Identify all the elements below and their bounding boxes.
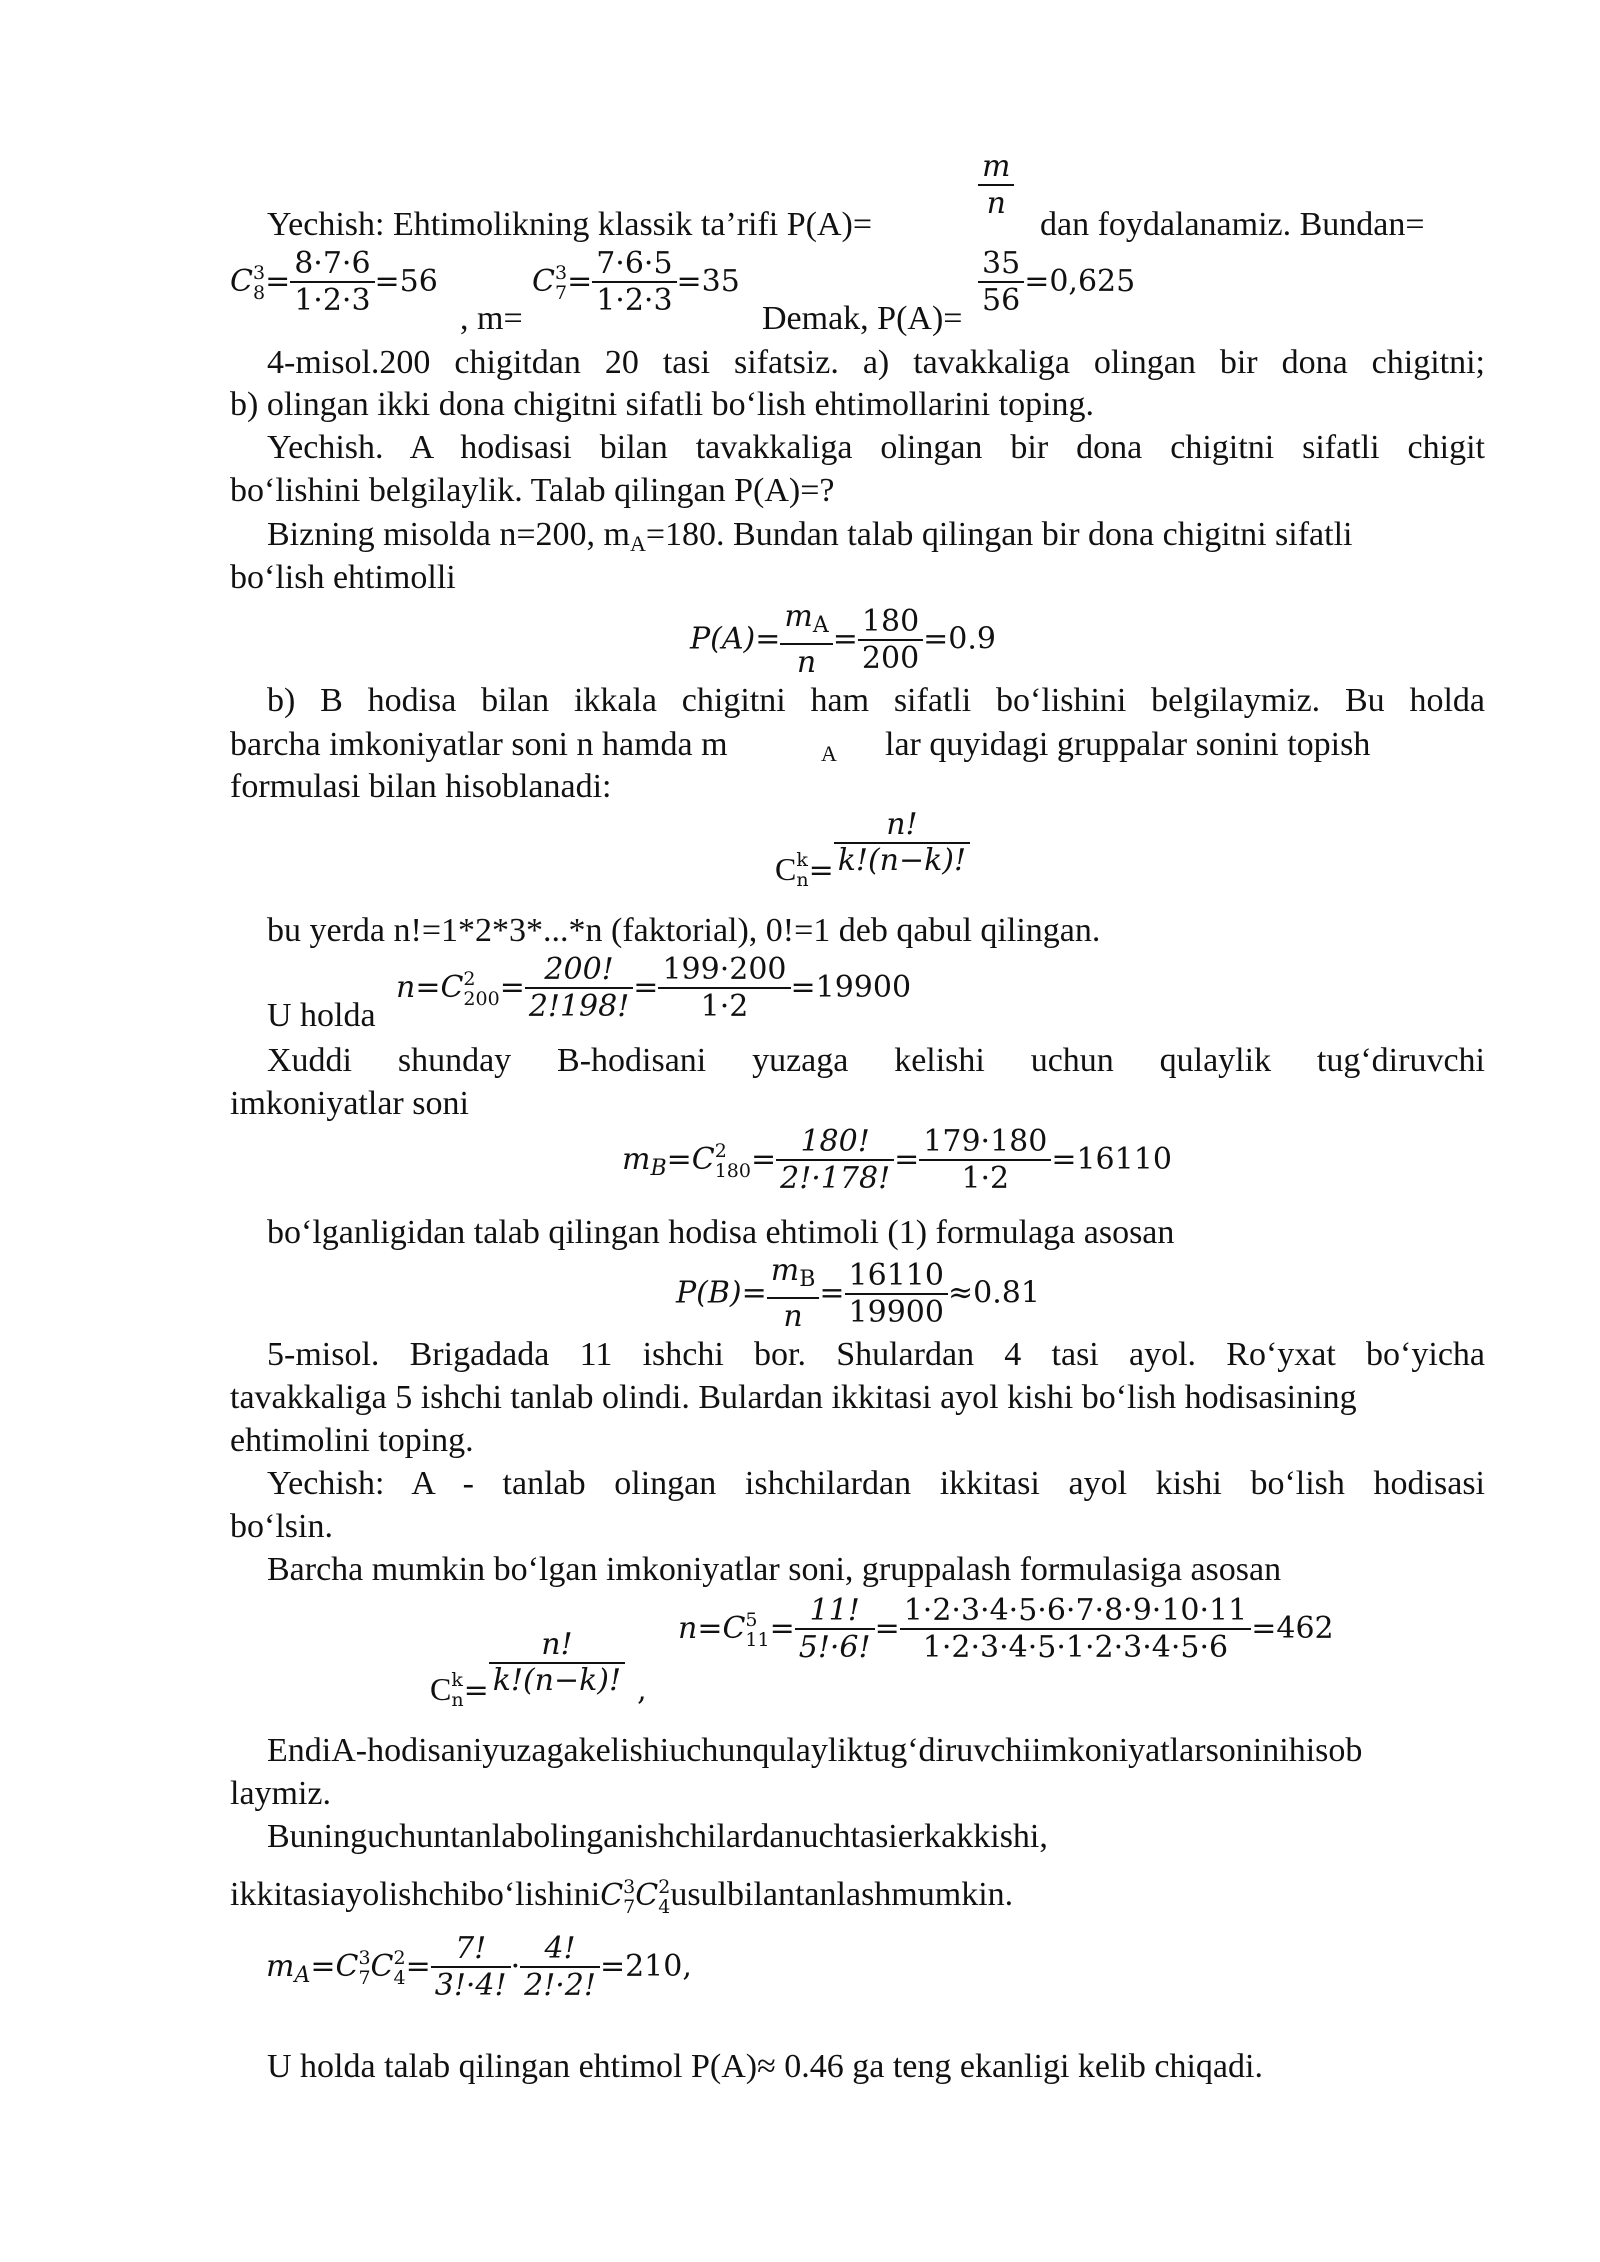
ex5-line7: EndiA-hodisaniyuzagakelishiuchunqulayliktug‘diruvchiimkoniyatlarsoninihisob (267, 1732, 1363, 1769)
ex4-line9: formulasi bilan hisoblanadi: (230, 768, 612, 805)
p-fraction: $\frac{35}{56}$ =0,625 (978, 247, 1135, 319)
sub: n (796, 869, 809, 891)
sup: 3 (358, 1947, 371, 1969)
ex4-line6: bo‘lish ehtimolli (230, 559, 456, 596)
ex4-line5: Bizning misolda n=200, mA=180. Bundan talab qilingan bir dona chigitni sifatli (267, 516, 1353, 556)
sup: 2 (714, 1140, 727, 1162)
ex5-line4: Yechish: A - tanlab olingan ishchilardan ikkitasi ayol kishi bo‘lish hodisasi (267, 1465, 1485, 1502)
sup: k (796, 849, 808, 871)
mn-fraction (978, 150, 1014, 222)
ex5-line9: Buninguchuntanlabolinganishchilardanuchtasierkakkishi, (267, 1818, 1048, 1855)
c73-formula: C 3 7 = $\frac{7\cdot 6\cdot 5}{1\cdot 2\cdot 3}$ =35 (532, 246, 740, 318)
sup: 3 (623, 1876, 636, 1898)
ex4-line11: Xuddi shunday B-hodisani yuzaga kelishi uchun qulaylik tug‘diruvchi (267, 1042, 1485, 1079)
sub: 7 (358, 1967, 371, 1989)
ex5-line8: laymiz. (230, 1775, 332, 1812)
frac-den: 200 (858, 639, 923, 677)
frac-num: 179·180 (923, 1124, 1048, 1159)
ex5-line2: tavakkaliga 5 ishchi tanlab olindi. Bulardan ikkitasi ayol kishi bo‘lish hodisasining (230, 1379, 1357, 1416)
sup: 3 (252, 262, 266, 284)
frac-num: 11! (809, 1593, 860, 1628)
frac-den: 1·2 (919, 1159, 1051, 1197)
mb-formula: $m_B=C$ 2 180 = $\frac{180!}{2!\cdot 178!}$ = $\frac{179\cdot 180}{1\cdot 2}$ =16110 (622, 1124, 1172, 1196)
frac-num: 180 (861, 603, 920, 639)
frac-den: 1·2·3 (592, 281, 676, 319)
ex4-line13: bo‘lganligidan talab qilingan hodisa ehtimoli (1) formulaga asosan (267, 1214, 1175, 1251)
sub: 180 (714, 1160, 751, 1182)
sub: 200 (463, 988, 500, 1010)
sup: 2 (658, 1876, 671, 1898)
sup: 3 (554, 262, 568, 284)
ex4-line1: 4-misol.200 chigitdan 20 tasi sifatsiz. a) tavakkaliga olingan bir dona chigitni; (267, 344, 1485, 381)
pa-formula: P(A)= $\frac{m_A}{n}$ = $\frac{180}{200}$ =0.9 (690, 599, 997, 680)
ex5-line6: Barcha mumkin bo‘lgan imkoniyatlar soni, gruppalash formulasiga asosan (267, 1551, 1282, 1588)
frac-den: 2!·2! (520, 1966, 600, 2004)
frac-den: n (978, 184, 1014, 222)
frac-num: 200! (544, 952, 614, 987)
sub: 7 (623, 1896, 636, 1918)
frac-den: 2!198! (525, 987, 633, 1025)
n-formula-1: n=C 2 200 = $\frac{200!}{2!198!}$ = $\frac{199\cdot 200}{1\cdot 2}$ =19900 (396, 952, 912, 1024)
frac-num: m (982, 149, 1011, 184)
frac-num: 7·6·5 (596, 246, 673, 281)
frac-den: k!(n−k)! (492, 1663, 622, 1698)
frac-den: k!(n−k)! (837, 843, 967, 878)
pb-formula: P(B)= $\frac{m_B}{n}$ = $\frac{16110}{19900}$ ≈0.81 (676, 1253, 1040, 1334)
frac-den: 56 (978, 281, 1024, 319)
sub: 4 (658, 1896, 671, 1918)
ckn-formula-2: C k n = $\frac{n!}{k!(n-k)!}$ , (430, 1627, 647, 1711)
frac-num: 7! (455, 1931, 487, 1966)
c83-formula: C 3 8 = $\frac{8\cdot 7\cdot 6}{1\cdot 2\cdot 3}$ =56 (230, 246, 438, 318)
line8b: lar quyidagi gruppalar sonini topish (885, 726, 1371, 763)
frac-num: 199·200 (662, 952, 787, 987)
frac-den: 1·2·3 (290, 281, 374, 319)
sub: n (451, 1689, 464, 1711)
frac-num: 16110 (848, 1257, 944, 1293)
frac-num: 8·7·6 (294, 246, 371, 281)
yechish-line-start: Yechish: Ehtimolikning klassik ta’rifi P(A)= (267, 206, 873, 243)
frac-den: 2!·178! (776, 1159, 894, 1197)
n-formula-2: n=C 5 11 = $\frac{11!}{5!\cdot 6!}$ = $\frac{1\cdot 2\cdot 3\cdot 4\cdot 5\cdot 6\cdot 7\cdot 8\cdot 9\cdot 10\cdot 11}{1\cdot 2\cdot 3\cdot 4\cdot 5\cdot 1\cdot 2\cdot 3\cdot 4\cdot 5\cdot 6}$ =462 (678, 1593, 1334, 1665)
sup: 2 (463, 968, 476, 990)
frac-den: 3!·4! (431, 1966, 511, 2004)
sub: 4 (393, 1967, 406, 1989)
frac-den: 1·2·3·4·5·1·2·3·4·5·6 (900, 1628, 1252, 1666)
sub: 7 (554, 282, 568, 304)
frac-den: n (780, 643, 832, 681)
sup: 5 (745, 1609, 758, 1631)
frac-den: 5!·6! (795, 1628, 875, 1666)
sup: 2 (393, 1947, 406, 1969)
final-line: U holda talab qilingan ehtimol P(A)≈ 0.46 ga teng ekanligi kelib chiqadi. (267, 2048, 1263, 2085)
ma-formula: $m_A=C$ 3 7 C 2 4 = $\frac{7!}{3!\cdot 4!}$ · $\frac{4!}{2!\cdot 2!}$ =210, (266, 1931, 692, 2003)
sub: 11 (745, 1629, 770, 1651)
ex5-line3: ehtimolini toping. (230, 1422, 474, 1459)
demak-text: Demak, P(A)= (762, 300, 963, 337)
line8a: barcha imkoniyatlar soni n hamda m (230, 726, 728, 763)
ex5-line5: bo‘lsin. (230, 1508, 333, 1545)
frac-den: n (767, 1297, 820, 1335)
sup: k (451, 1669, 463, 1691)
frac-num: $m_B$ (770, 1253, 816, 1292)
sub: 8 (252, 282, 266, 304)
ex4-line10: bu yerda n!=1*2*3*...*n (faktorial), 0!=1 deb qabul qilingan. (267, 912, 1101, 949)
uholda-text: U holda (267, 997, 376, 1034)
ex4-line12: imkoniyatlar soni (230, 1085, 469, 1122)
m-eq: , m= (460, 300, 523, 337)
frac-num: n! (489, 1628, 625, 1664)
ex5-line1: 5-misol. Brigadada 11 ishchi bor. Shulardan 4 tasi ayol. Ro‘yxat bo‘yicha (267, 1336, 1485, 1373)
ex5-line10: ikkitasiayolishchibo‘lishiniC 3 7 C 2 4 usulbilantanlashmumkin. (230, 1876, 1014, 1918)
ckn-formula-1: C k n = $\frac{n!}{k!(n-k)!}$ (775, 808, 970, 892)
ex4-line4: bo‘lishini belgilaylik. Talab qilingan P(A)=? (230, 472, 835, 509)
yechish-line-end: dan foydalanamiz. Bundan= (1040, 206, 1425, 243)
frac-num: 35 (982, 246, 1021, 281)
ex4-line7: b) B hodisa bilan ikkala chigitni ham sifatli bo‘lishini belgilaymiz. Bu holda (267, 682, 1485, 719)
frac-num: n! (834, 808, 970, 844)
frac-num: 180! (800, 1124, 870, 1159)
ex4-line3: Yechish. A hodisasi bilan tavakkaliga olingan bir dona chigitni sifatli chigit (267, 429, 1485, 466)
ex4-line2: b) olingan ikki dona chigitni sifatli bo‘lish ehtimollarini toping. (230, 386, 1095, 423)
frac-num: 1·2·3·4·5·6·7·8·9·10·11 (903, 1593, 1248, 1628)
frac-num: $m_A$ (784, 599, 829, 638)
frac-num: 4! (544, 1931, 576, 1966)
frac-den: 19900 (845, 1293, 948, 1331)
line8-sub: A (821, 741, 837, 766)
frac-den: 1·2 (658, 987, 790, 1025)
